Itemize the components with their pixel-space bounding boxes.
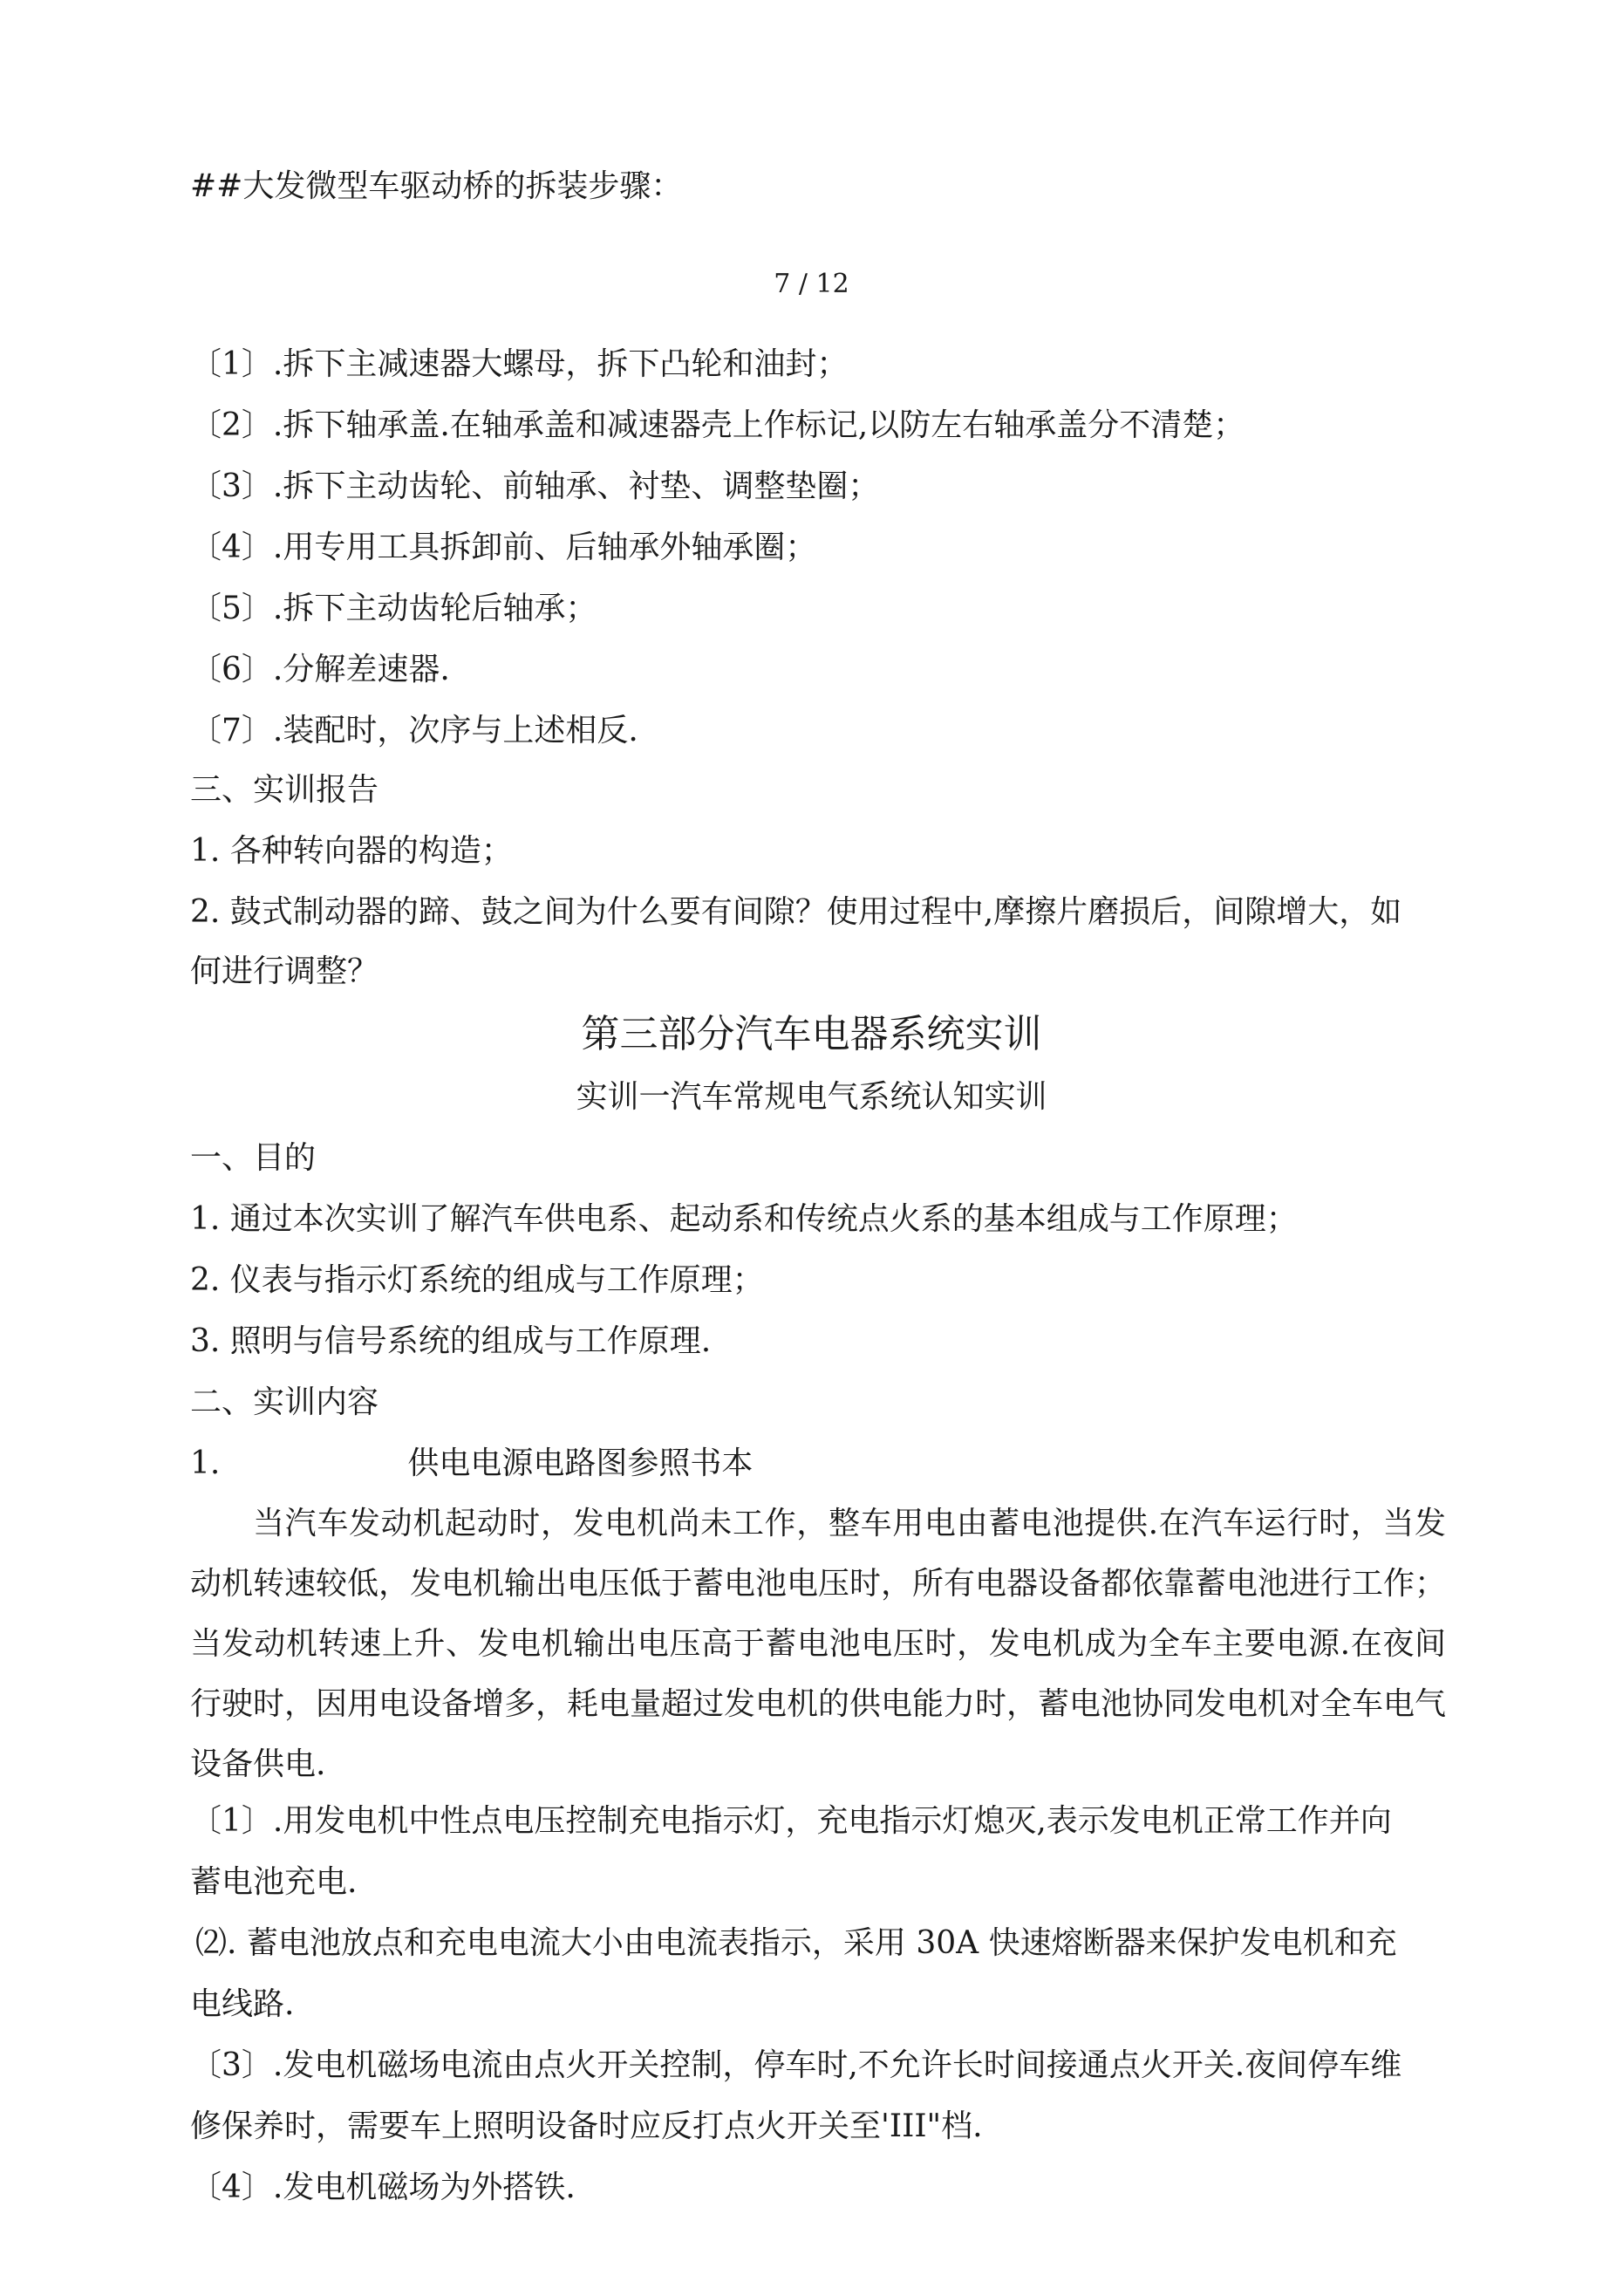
purpose-heading: 一、目的	[190, 1140, 317, 1176]
purpose-item: 1. 通过本次实训了解汽车供电系、起动系和传统点火系的基本组成与工作原理；	[190, 1201, 1298, 1237]
note-line: 电线路.	[190, 1986, 295, 2022]
note-line: 〔3〕.发电机磁场电流由点火开关控制，停车时,不允许长时间接通点火开关.夜间停车维	[190, 2047, 1402, 2083]
disassembly-step: 〔1〕.拆下主减速器大螺母，拆下凸轮和油封；	[190, 346, 849, 382]
content-item-text: 供电电源电路图参照书本	[407, 1445, 754, 1481]
section-header: ##大发微型车驱动桥的拆装步骤：	[190, 168, 683, 204]
note-line: 修保养时，需要车上照明设备时应反打点火开关至'III"档.	[190, 2108, 983, 2144]
disassembly-step: 〔2〕.拆下轴承盖.在轴承盖和减速器壳上作标记,以防左右轴承盖分不清楚；	[190, 407, 1245, 443]
disassembly-step: 〔4〕.用专用工具拆卸前、后轴承外轴承圈；	[190, 530, 817, 565]
content-item	[190, 1443, 753, 1485]
content-heading: 二、实训内容	[190, 1384, 379, 1420]
content-item-number: 1.	[190, 1445, 221, 1481]
disassembly-step: 〔5〕.拆下主动齿轮后轴承；	[190, 591, 597, 626]
purpose-item: 3. 照明与信号系统的组成与工作原理.	[190, 1323, 712, 1359]
content-paragraph: 当汽车发动机起动时，发电机尚未工作，整车用电由蓄电池提供.在汽车运行时，当发动机转速较低，发电机输出电压低于蓄电池电压时，所有电器设备都依靠蓄电池进行工作；当发动机转速上升、发电机输出电压高于蓄电池电压时，发电机成为全车主要电源.在夜间行驶时，因用电设备增多，耗电量超过发电机的供电能力时，蓄电池协同发电机对全车电气设备供电.	[190, 1506, 1447, 1782]
training-title: 实训一汽车常规电气系统认知实训	[576, 1079, 1047, 1115]
part-title: 第三部分汽车电器系统实训	[581, 1012, 1042, 1056]
note-line: 〔1〕.用发电机中性点电压控制充电指示灯，充电指示灯熄灭,表示发电机正常工作并向	[190, 1803, 1392, 1839]
note-line: 蓄电池充电.	[190, 1864, 358, 1900]
note-line: 〔4〕.发电机磁场为外搭铁.	[190, 2170, 576, 2205]
disassembly-step: 〔7〕.装配时，次序与上述相反.	[190, 713, 638, 748]
report-item: 2. 鼓式制动器的蹄、鼓之间为什么要有间隙？使用过程中,摩擦片磨损后，间隙增大，如	[190, 894, 1402, 930]
report-heading: 三、实训报告	[190, 772, 379, 808]
disassembly-step: 〔6〕.分解差速器.	[190, 652, 450, 687]
report-item: 1. 各种转向器的构造；	[190, 833, 513, 869]
report-item: 何进行调整？	[190, 953, 379, 989]
purpose-item: 2. 仪表与指示灯系统的组成与工作原理；	[190, 1262, 764, 1298]
page-number: 7 / 12	[774, 269, 849, 299]
disassembly-step: 〔3〕.拆下主动齿轮、前轴承、衬垫、调整垫圈；	[190, 468, 880, 504]
note-line: ⑵. 蓄电池放点和充电电流大小由电流表指示，采用 30A 快速熔断器来保护发电机和充	[195, 1925, 1397, 1961]
